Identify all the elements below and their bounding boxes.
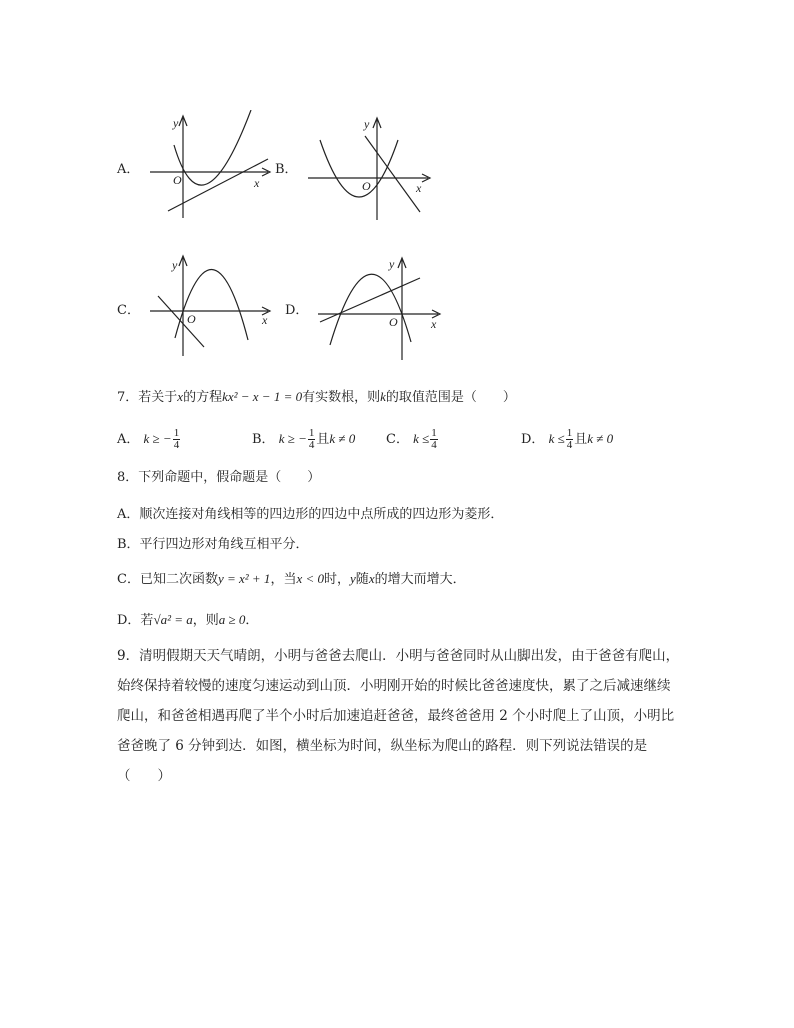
- graph-d-x-label: x: [431, 317, 437, 331]
- graph-d-line: [320, 278, 420, 322]
- q7-option-d-and: 且: [574, 432, 588, 447]
- graph-d-y-label: y: [389, 257, 395, 271]
- graph-b-label: B．: [275, 162, 298, 177]
- q8-option-b: B．平行四边形对角线互相平分．: [117, 537, 309, 552]
- graph-a-origin-label: O: [173, 173, 182, 187]
- graph-c-x-label: x: [262, 313, 268, 327]
- q7-option-a-relation: k ≥ −: [143, 431, 172, 446]
- q8-option-d-condition: a ≥ 0: [218, 612, 246, 627]
- q7-option-c-relation: k ≤: [413, 431, 430, 446]
- q7-option-b-and: 且: [316, 432, 330, 447]
- q7-stem-text-c: 有实数根，则: [302, 390, 381, 405]
- q7-option-a-label: A．: [117, 432, 140, 447]
- q8-option-c-text-a: C．已知二次函数: [117, 572, 218, 587]
- q8-option-c: [117, 571, 466, 588]
- graph-c-y-label: y: [172, 258, 178, 272]
- graph-b: [300, 110, 435, 225]
- q7-option-d-relation: k ≤: [548, 431, 565, 446]
- fraction-numerator: 1: [308, 427, 315, 439]
- fraction-denominator: 4: [308, 439, 315, 451]
- q7-stem: [117, 389, 516, 406]
- q8-option-c-text-c: 时，: [324, 572, 351, 587]
- q7-option-d-label: D．: [521, 432, 545, 447]
- q7-stem-text-d: 的取值范围是（ ）: [385, 390, 516, 405]
- q7-var-k: k: [380, 389, 386, 404]
- q8-option-c-var-y: y: [350, 571, 356, 586]
- q9-line-2: 始终保持着较慢的速度匀速运动到山顶．小明刚开始的时候比爸爸速度快，累了之后减速继续: [117, 678, 671, 694]
- graph-c-line: [158, 296, 204, 347]
- graph-b-parabola: [320, 140, 398, 197]
- q8-stem: 8．下列命题中，假命题是（ ）: [117, 470, 321, 485]
- q7-option-d-fraction: [566, 428, 574, 451]
- graph-a: [140, 110, 275, 225]
- q7-option-b-fraction: [308, 428, 316, 451]
- graph-d-label: D．: [285, 303, 309, 318]
- graph-b-origin-label: O: [362, 179, 371, 193]
- q8-option-c-condition: x < 0: [296, 571, 324, 586]
- graph-b-x-label: x: [416, 181, 422, 195]
- graph-d-parabola: [330, 274, 411, 345]
- q8-option-a: A．顺次连接对角线相等的四边形的四边中点所成的四边形为菱形．: [117, 507, 504, 522]
- graph-b-line: [365, 136, 420, 212]
- q7-option-d-condition: k ≠ 0: [587, 431, 614, 446]
- q9-line-4: 爸爸晚了 6 分钟到达．如图，横坐标为时间，纵坐标为爬山的路程．则下列说法错误的是: [117, 738, 648, 754]
- q7-option-c-label: C．: [386, 432, 409, 447]
- q7-option-c: [386, 428, 439, 451]
- q8-option-d-text-a: D．若: [117, 613, 154, 628]
- q8-option-d-text-b: ，则: [192, 613, 219, 628]
- q9-paragraph: [117, 641, 707, 791]
- graph-a-x-label: x: [254, 176, 260, 190]
- fraction-denominator: 4: [173, 439, 180, 451]
- q8-option-d: [117, 612, 258, 629]
- q8-option-c-text-d: 随: [355, 572, 369, 587]
- fraction-numerator: 1: [173, 427, 180, 439]
- q7-var-x: x: [177, 389, 184, 404]
- q8-option-d-expression: √a² = a: [153, 612, 193, 627]
- q7-option-c-fraction: [430, 428, 438, 451]
- q7-option-a: [117, 428, 181, 451]
- q7-option-b: [252, 428, 355, 451]
- fraction-denominator: 4: [431, 439, 437, 451]
- graph-c: [140, 250, 275, 360]
- graph-d: [310, 250, 445, 365]
- q7-option-b-condition: k ≠ 0: [329, 431, 356, 446]
- q8-option-c-function: y = x² + 1: [217, 571, 271, 586]
- q7-equation: kx² − x − 1 = 0: [222, 389, 303, 404]
- graph-a-y-label: y: [173, 116, 179, 130]
- graph-c-label: C．: [117, 303, 140, 318]
- graph-a-label: A．: [117, 162, 140, 177]
- q8-option-c-text-b: ，当: [270, 572, 297, 587]
- fraction-numerator: 1: [431, 427, 437, 439]
- q9-line-3: 爬山，和爸爸相遇再爬了半个小时后加速追赶爸爸，最终爸爸用 2 个小时爬上了山顶，小明比: [117, 708, 675, 724]
- q7-stem-text-a: 7．若关于: [117, 390, 178, 405]
- q7-option-b-relation: k ≥ −: [278, 431, 307, 446]
- graph-c-origin-label: O: [187, 312, 196, 326]
- q7-stem-text-b: 的方程: [183, 390, 223, 405]
- fraction-denominator: 4: [566, 439, 573, 451]
- q7-option-d: [521, 428, 613, 451]
- q8-option-c-var-x: x: [368, 571, 375, 586]
- graph-d-origin-label: O: [389, 315, 398, 329]
- q7-option-a-fraction: [173, 428, 181, 451]
- fraction-numerator: 1: [566, 427, 573, 439]
- q7-option-b-label: B．: [252, 432, 275, 447]
- q8-option-d-text-c: ．: [245, 613, 259, 628]
- graph-c-parabola: [175, 269, 248, 340]
- q9-line-5: （ ）: [117, 768, 171, 784]
- q9-line-1: 9．清明假期天天气晴朗，小明与爸爸去爬山．小明与爸爸同时从山脚出发，由于爸爸有爬山，: [117, 648, 680, 664]
- graph-b-y-label: y: [364, 117, 370, 131]
- q8-option-c-text-e: 的增大而增大．: [374, 572, 466, 587]
